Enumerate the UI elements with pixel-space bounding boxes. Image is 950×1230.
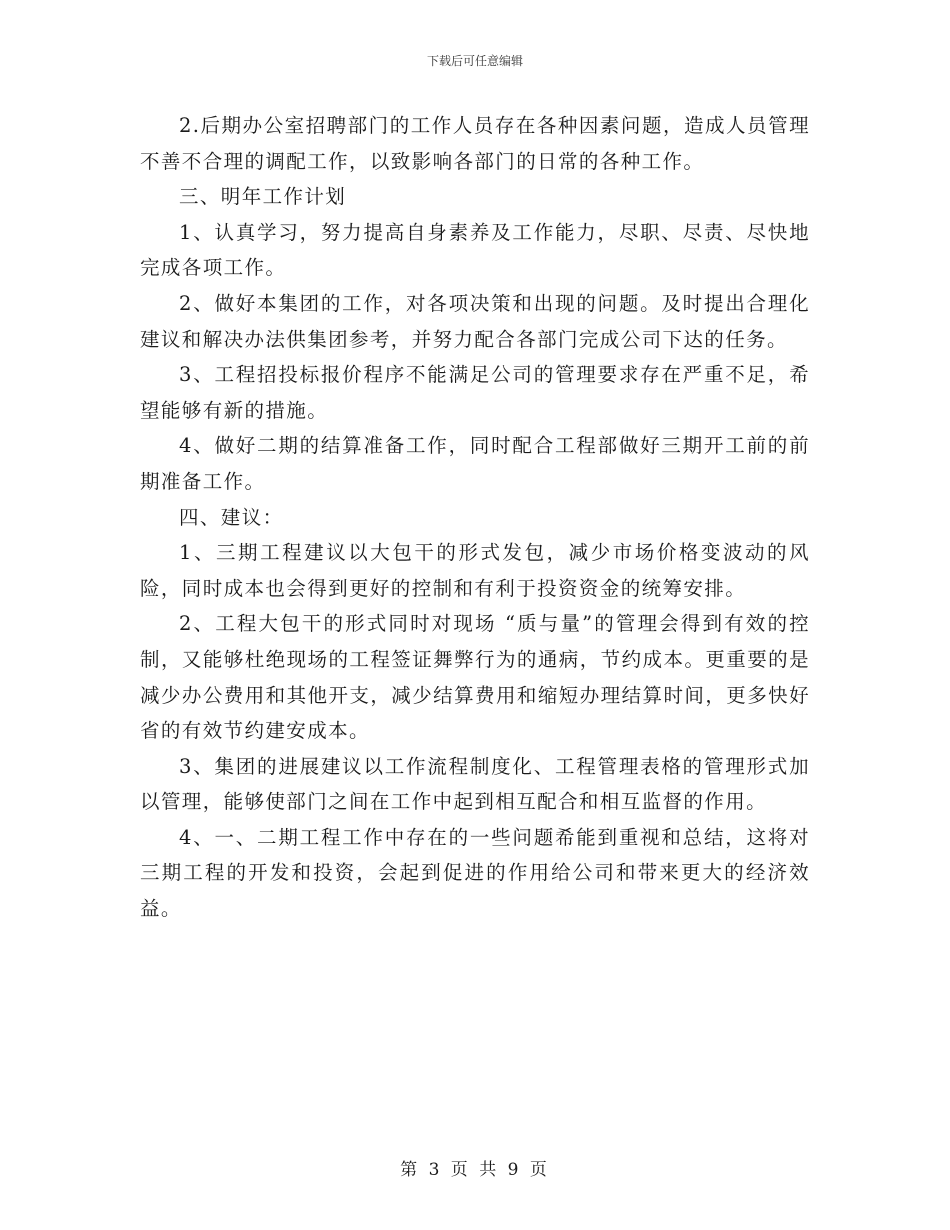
document-body (140, 108, 810, 927)
section-heading-suggestions: 四、建议： (179, 505, 284, 529)
paragraph-plan-3: 3、工程招投标报价程序不能满足公司的管理要求存在严重不足，希望能够有新的措施。 (140, 363, 810, 422)
paragraph-plan-1: 1、认真学习，努力提高自身素养及工作能力，尽职、尽责、尽快地完成各项工作。 (140, 220, 810, 280)
paragraph-plan-2: 2、做好本集团的工作，对各项决策和出现的问题。及时提出合理化建议和解决办法供集团参考，并努力配合各部门完成公司下达的任务。 (140, 291, 810, 351)
paragraph-plan-4: 4、做好二期的结算准备工作，同时配合工程部做好三期开工前的前期准备工作。 (140, 434, 810, 493)
page-number: 第 3 页 共 9 页 (400, 1160, 550, 1180)
section-heading-plan: 三、明年工作计划 (179, 185, 347, 209)
paragraph-suggestion-2: 2、工程大包干的形式同时对现场 “质与量”的管理会得到有效的控制，又能够杜绝现场的工程签证舞弊行为的通病，节约成本。更重要的是减少办公费用和其他开支，减少结算费用和缩短办理结算时间，更多快好省的有效节约建安成本。 (140, 612, 810, 743)
paragraph-suggestion-1: 1、三期工程建议以大包干的形式发包，减少市场价格变波动的风险，同时成本也会得到更好的控制和有利于投资资金的统筹安排。 (140, 541, 810, 600)
page-header: 下载后可任意编辑 (426, 54, 523, 68)
paragraph-1: 2.后期办公室招聘部门的工作人员存在各种因素问题，造成人员管理不善不合理的调配工作，以致影响各部门的日常的各种工作。 (140, 114, 810, 173)
paragraph-suggestion-4: 4、一、二期工程工作中存在的一些问题希能到重视和总结，这将对三期工程的开发和投资，会起到促进的作用给公司和带来更大的经济效益。 (140, 825, 810, 921)
paragraph-suggestion-3: 3、集团的进展建议以工作流程制度化、工程管理表格的管理形式加以管理，能够使部门之间在工作中起到相互配合和相互监督的作用。 (140, 754, 810, 814)
